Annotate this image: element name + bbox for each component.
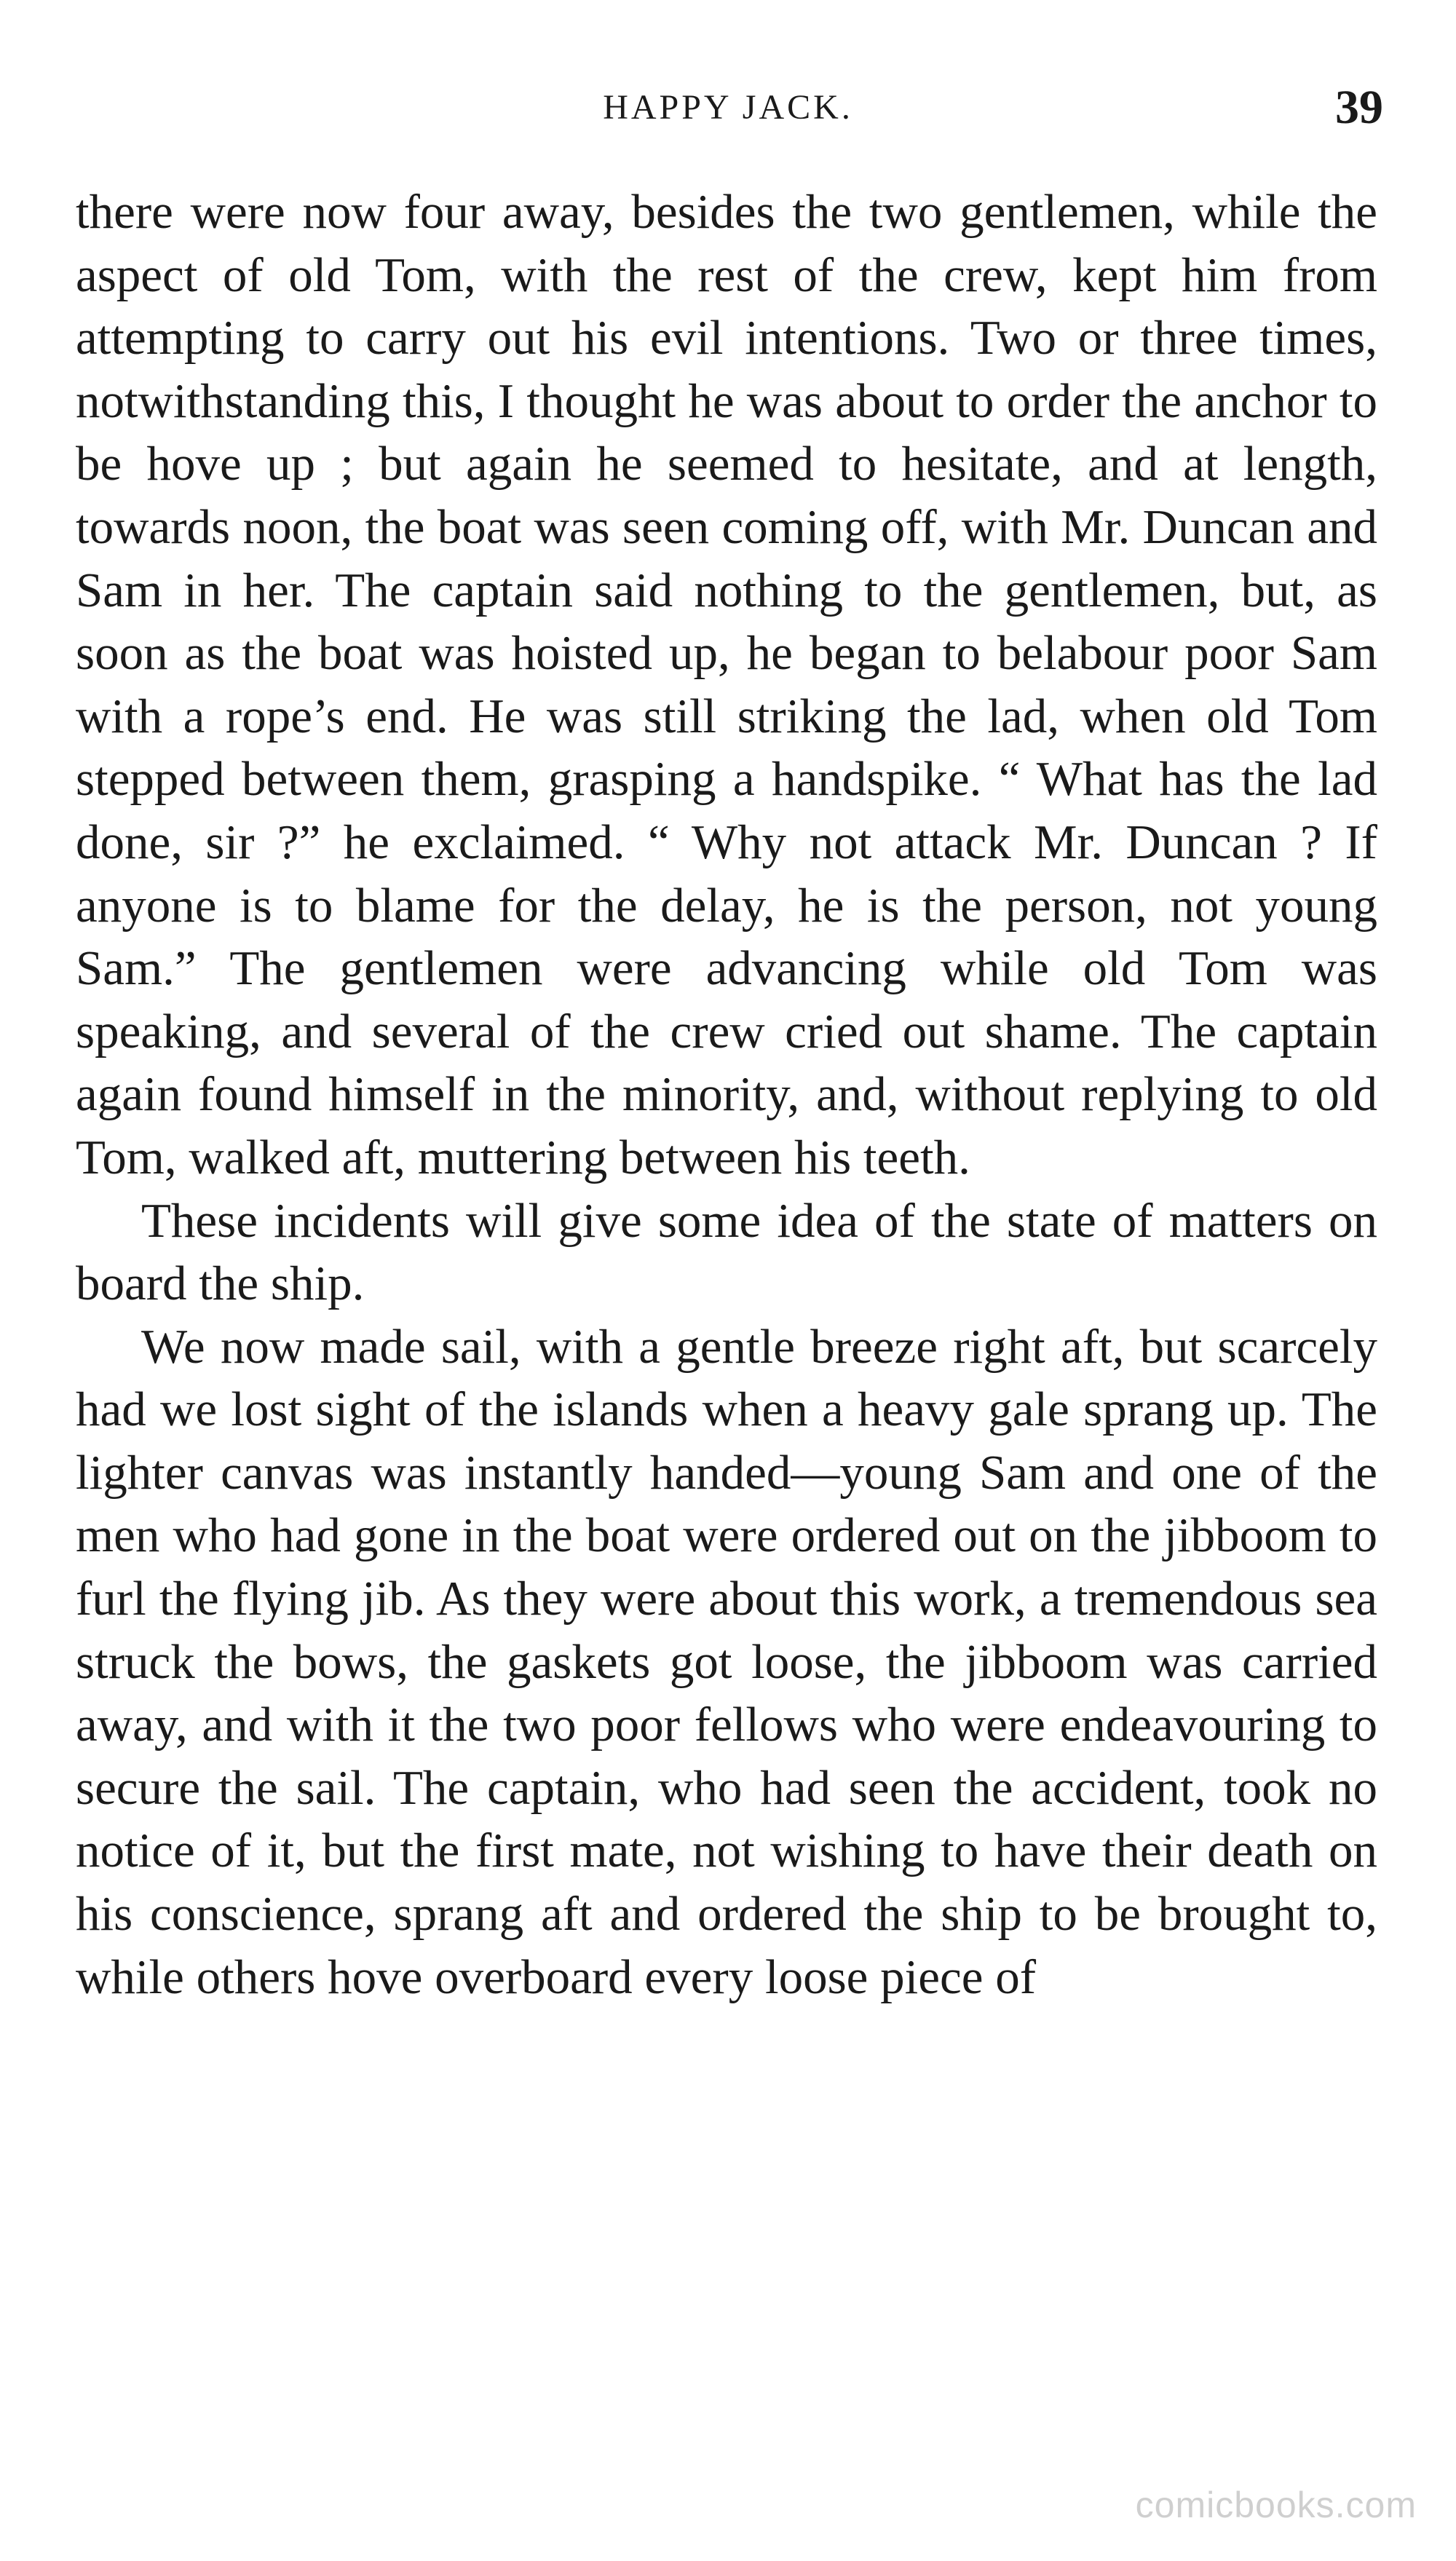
paragraph: These incidents will give some idea of the state of matters on board the ship. <box>76 1193 1377 1311</box>
paragraph-continued: there were now four away, besides the two gentlemen, while the aspect of old Tom, with the rest of the crew, kept him from attempting to carry out his evil intentions. Two or three times, notwithstanding this, I thought he was about to order the anchor to be hove up ; but again he seemed to hesitate, and at length, towards noon, the boat was seen coming off, with Mr. Duncan and Sam in her. The captain said nothing to the gentlemen, but, as soon as the boat was hoisted up, he began to belabour poor Sam with a rope’s end. He was still striking the lad, when old Tom stepped between them, grasping a handspike. “ What has the lad done, sir ?” he exclaimed. “ Why not attack Mr. Duncan ? If anyone is to blame for the delay, he is the person, not young Sam.” The gentlemen were advancing while old Tom was speaking, and several of the crew cried out shame. The captain again found himself in the minority, and, without replying to old Tom, walked aft, muttering between his teeth. <box>76 185 1377 1184</box>
paragraph: We now made sail, with a gentle breeze right aft, but scarcely had we lost sight of the islands when a heavy gale sprang up. The lighter canvas was instantly handed—young Sam and one of the men who had gone in the boat were ordered out on the jibboom to furl the flying jib. As they were about this work, a tremendous sea struck the bows, the gaskets got loose, the jibboom was carried away, and with it the two poor fellows who were endeavouring to secure the sail. The captain, who had seen the accident, took no notice of it, but the first mate, not wishing to have their death on his conscience, sprang aft and ordered the ship to be brought to, while others hove overboard every loose piece of <box>76 1319 1377 2004</box>
page-number: 39 <box>1335 81 1383 134</box>
running-head <box>0 79 1456 137</box>
body-text <box>76 181 1377 2008</box>
watermark: comicbooks.com <box>1135 2485 1417 2525</box>
running-title: HAPPY JACK. <box>603 88 853 127</box>
